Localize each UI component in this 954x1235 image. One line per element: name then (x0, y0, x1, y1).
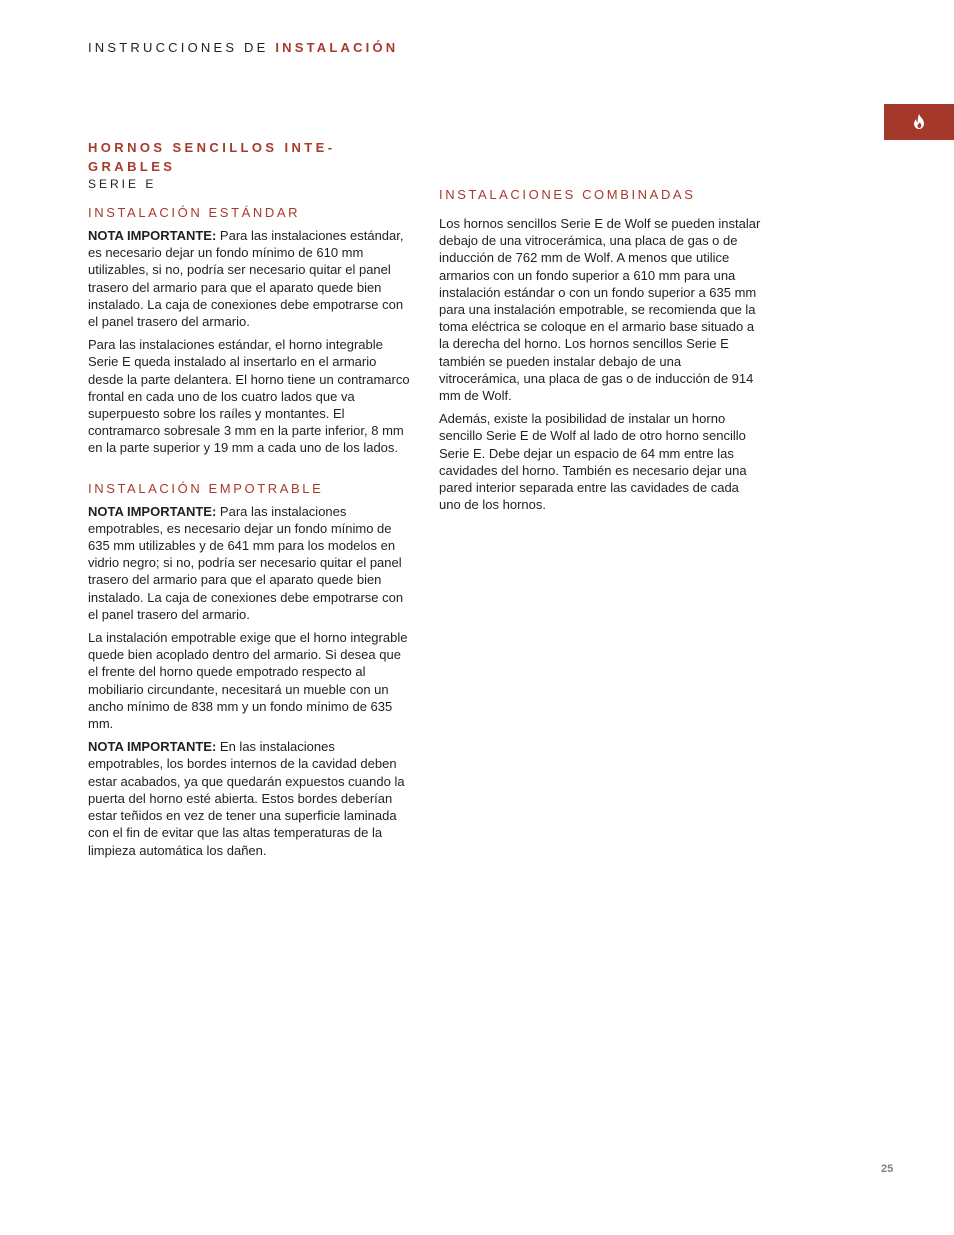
note-text: En las instalaciones empotrables, los bordes internos de la cavidad deben estar acabados, ya que quedarán expuestos cuando la puerta del horno esté abierta. Estos bordes deberían estar teñidos en vez de tener una superficie laminada con el fin de evitar que las altas temperaturas de la limpieza automática los dañen. (88, 739, 405, 858)
series-label: SERIE E (88, 177, 157, 191)
page-header (88, 40, 398, 55)
note-text: Para las instalaciones empotrables, es necesario dejar un fondo mínimo de 635 mm utilizables y de 641 mm para los modelos en vidrio negro; si no, podría ser necesario quitar el panel trasero del armario para que el aparato quede bien instalado. La caja de conexiones debe empotrarse con el panel trasero del armario. (88, 503, 404, 622)
combined-heading: INSTALACIONES COMBINADAS (439, 187, 696, 202)
standard-note (88, 227, 410, 330)
left-column (88, 138, 410, 865)
note-label: NOTA IMPORTANTE: (88, 228, 217, 243)
page-number: 25 (881, 1163, 894, 1175)
note-label: NOTA IMPORTANTE: (88, 503, 217, 519)
flush-note (88, 503, 410, 623)
flush-paragraph: La instalación empotrable exige que el horno integrable quede bien acoplado dentro del armario. Si desea que el frente del horno quede empotrado respecto al mobiliario circundante, necesitará un mueble con un ancho mínimo de 838 mm y un fondo mínimo de 635 mm. (88, 630, 408, 732)
header-prefix: INSTRUCCIONES DE (88, 40, 269, 55)
combined-paragraph-1: Los hornos sencillos Serie E de Wolf se pueden instalar debajo de una vitrocerámica, una placa de gas o de inducción de 762 mm de Wolf. A menos que utilice armarios con un fondo superior a 610 mm para una instalación estándar o con un fondo superior a 635 mm para una instalación empotrable, se recomienda que la toma eléctrica se coloque en el armario base situado a la derecha del horno. Los hornos sencillos Serie E también se pueden instalar debajo de una vitrocerámica, una placa de gas o de inducción de 914 mm de Wolf. (439, 216, 761, 404)
flush-note-2 (88, 738, 410, 858)
note-text: Para las instalaciones estándar, es necesario dejar un fondo mínimo de 610 mm utilizables, si no, podría ser necesario quitar el panel trasero del armario para que el aparato quede bien instalado. La caja de conexiones debe empotrarse con el panel trasero del armario. (88, 228, 404, 330)
combined-paragraph-2: Además, existe la posibilidad de instalar un horno sencillo Serie E de Wolf al lado de otro horno sencillo Serie E. Debe dejar un espacio de 64 mm entre las cavidades del horno. También es necesario dejar una pared interior separada entre las cavidades de cada uno de los hornos. (439, 411, 747, 513)
flame-icon (913, 114, 925, 129)
main-title: HORNOS SENCILLOS INTE-GRABLES (88, 140, 336, 174)
section-tab (884, 104, 954, 140)
flush-heading: INSTALACIÓN EMPOTRABLE (88, 480, 324, 496)
standard-heading: INSTALACIÓN ESTÁNDAR (88, 205, 301, 220)
header-accent: INSTALACIÓN (275, 40, 399, 55)
standard-paragraph: Para las instalaciones estándar, el horno integrable Serie E queda instalado al insertarlo en el armario desde la parte delantera. El horno tiene un contramarco frontal en cada uno de los cuatro lados que va superpuesto sobre los raíles y montantes. El contramarco sobresale 3 mm en la parte inferior, 8 mm en la parte superior y 19 mm a cada uno de los lados. (88, 337, 410, 456)
right-column (439, 187, 761, 519)
note-label: NOTA IMPORTANTE: (88, 739, 217, 755)
